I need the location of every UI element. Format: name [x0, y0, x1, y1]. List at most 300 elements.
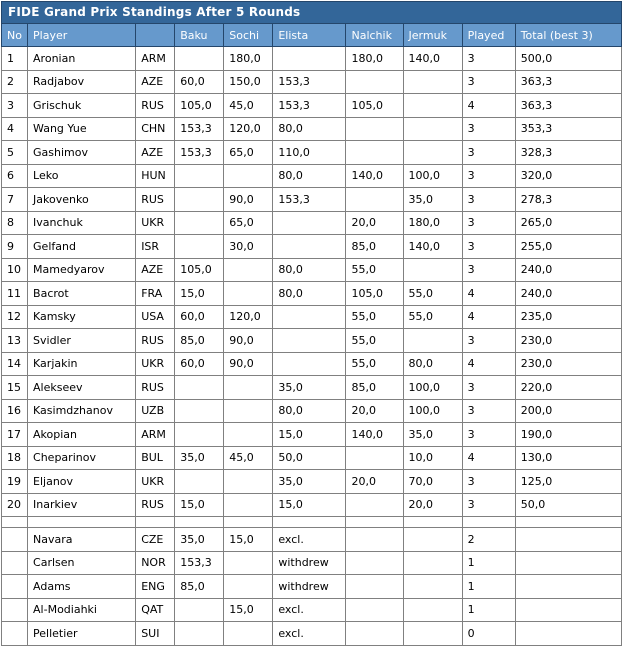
- cell-no: [2, 598, 28, 622]
- standings-row: [2, 470, 622, 494]
- cell-sochi: 65,0: [224, 211, 273, 235]
- cell-played: 3: [462, 211, 515, 235]
- cell-no: [2, 528, 28, 552]
- separator-cell: [346, 517, 403, 528]
- cell-no: 13: [2, 329, 28, 353]
- cell-elista: 80,0: [273, 164, 346, 188]
- cell-total: [515, 551, 621, 575]
- title-bar: [2, 2, 622, 24]
- cell-elista: 80,0: [273, 282, 346, 306]
- cell-played: 3: [462, 141, 515, 165]
- cell-played: 4: [462, 446, 515, 470]
- standings-row: [2, 94, 622, 118]
- cell-nalchik: [346, 493, 403, 517]
- cell-total: 265,0: [515, 211, 621, 235]
- column-header-row: [2, 24, 622, 47]
- cell-nalchik: 105,0: [346, 94, 403, 118]
- cell-jermuk: 140,0: [403, 235, 462, 259]
- cell-fed: CHN: [136, 117, 175, 141]
- cell-total: 240,0: [515, 282, 621, 306]
- cell-player: Gashimov: [28, 141, 136, 165]
- cell-baku: 35,0: [175, 528, 224, 552]
- cell-fed: SUI: [136, 622, 175, 646]
- column-header-no: No: [2, 24, 28, 47]
- cell-nalchik: [346, 575, 403, 599]
- cell-played: 3: [462, 235, 515, 259]
- standings-row: [2, 329, 622, 353]
- cell-fed: NOR: [136, 551, 175, 575]
- cell-player: Carlsen: [28, 551, 136, 575]
- separator-cell: [28, 517, 136, 528]
- cell-total: 353,3: [515, 117, 621, 141]
- cell-fed: RUS: [136, 94, 175, 118]
- standings-row: [2, 376, 622, 400]
- cell-played: 3: [462, 117, 515, 141]
- cell-baku: 60,0: [175, 352, 224, 376]
- column-header-total: Total (best 3): [515, 24, 621, 47]
- cell-played: 3: [462, 376, 515, 400]
- cell-nalchik: 140,0: [346, 423, 403, 447]
- cell-elista: 35,0: [273, 376, 346, 400]
- standings-row: [2, 164, 622, 188]
- cell-jermuk: 55,0: [403, 305, 462, 329]
- standings-row: [2, 141, 622, 165]
- separator-cell: [2, 517, 28, 528]
- cell-player: Ivanchuk: [28, 211, 136, 235]
- separator-cell: [403, 517, 462, 528]
- cell-no: 4: [2, 117, 28, 141]
- standings-row: [2, 352, 622, 376]
- cell-nalchik: [346, 446, 403, 470]
- cell-elista: excl.: [273, 528, 346, 552]
- cell-jermuk: 10,0: [403, 446, 462, 470]
- cell-fed: UKR: [136, 352, 175, 376]
- cell-jermuk: [403, 117, 462, 141]
- cell-nalchik: [346, 117, 403, 141]
- standings-row: [2, 235, 622, 259]
- cell-fed: ARM: [136, 47, 175, 71]
- cell-nalchik: 85,0: [346, 235, 403, 259]
- cell-elista: 80,0: [273, 258, 346, 282]
- cell-jermuk: 100,0: [403, 376, 462, 400]
- cell-fed: RUS: [136, 493, 175, 517]
- cell-no: [2, 551, 28, 575]
- separator-cell: [462, 517, 515, 528]
- cell-no: 3: [2, 94, 28, 118]
- cell-player: Pelletier: [28, 622, 136, 646]
- cell-no: 17: [2, 423, 28, 447]
- standings-table: [1, 1, 622, 646]
- column-header-sochi: Sochi: [224, 24, 273, 47]
- cell-player: Bacrot: [28, 282, 136, 306]
- cell-jermuk: [403, 551, 462, 575]
- cell-player: Svidler: [28, 329, 136, 353]
- cell-elista: [273, 305, 346, 329]
- cell-played: 1: [462, 551, 515, 575]
- cell-elista: [273, 235, 346, 259]
- cell-fed: CZE: [136, 528, 175, 552]
- cell-baku: [175, 399, 224, 423]
- cell-total: 230,0: [515, 329, 621, 353]
- cell-jermuk: [403, 329, 462, 353]
- cell-no: 7: [2, 188, 28, 212]
- cell-elista: [273, 352, 346, 376]
- cell-baku: 153,3: [175, 551, 224, 575]
- cell-elista: 153,3: [273, 94, 346, 118]
- cell-elista: [273, 47, 346, 71]
- cell-sochi: 45,0: [224, 94, 273, 118]
- cell-nalchik: 140,0: [346, 164, 403, 188]
- withdrawn-row: [2, 528, 622, 552]
- cell-sochi: [224, 551, 273, 575]
- cell-jermuk: [403, 258, 462, 282]
- cell-total: 125,0: [515, 470, 621, 494]
- cell-player: Cheparinov: [28, 446, 136, 470]
- cell-jermuk: [403, 141, 462, 165]
- cell-total: 500,0: [515, 47, 621, 71]
- cell-jermuk: [403, 622, 462, 646]
- cell-nalchik: 20,0: [346, 470, 403, 494]
- cell-fed: UZB: [136, 399, 175, 423]
- cell-played: 3: [462, 493, 515, 517]
- cell-played: 4: [462, 305, 515, 329]
- cell-elista: 15,0: [273, 423, 346, 447]
- cell-elista: 35,0: [273, 470, 346, 494]
- cell-total: [515, 598, 621, 622]
- cell-no: 6: [2, 164, 28, 188]
- column-header-elista: Elista: [273, 24, 346, 47]
- cell-baku: [175, 598, 224, 622]
- standings-row: [2, 305, 622, 329]
- cell-player: Aronian: [28, 47, 136, 71]
- cell-no: 5: [2, 141, 28, 165]
- cell-played: 3: [462, 258, 515, 282]
- cell-sochi: [224, 258, 273, 282]
- cell-sochi: [224, 493, 273, 517]
- cell-elista: 153,3: [273, 70, 346, 94]
- cell-player: Adams: [28, 575, 136, 599]
- cell-baku: [175, 188, 224, 212]
- cell-no: 9: [2, 235, 28, 259]
- standings-row: [2, 399, 622, 423]
- cell-sochi: 15,0: [224, 528, 273, 552]
- cell-nalchik: 55,0: [346, 329, 403, 353]
- cell-player: Alekseev: [28, 376, 136, 400]
- cell-total: 328,3: [515, 141, 621, 165]
- cell-player: Kamsky: [28, 305, 136, 329]
- cell-jermuk: 140,0: [403, 47, 462, 71]
- cell-sochi: 65,0: [224, 141, 273, 165]
- cell-nalchik: [346, 188, 403, 212]
- cell-played: 2: [462, 528, 515, 552]
- cell-baku: [175, 470, 224, 494]
- cell-elista: excl.: [273, 622, 346, 646]
- withdrawn-row: [2, 575, 622, 599]
- cell-played: 3: [462, 399, 515, 423]
- cell-no: 18: [2, 446, 28, 470]
- standings-row: [2, 211, 622, 235]
- cell-total: 230,0: [515, 352, 621, 376]
- cell-sochi: [224, 622, 273, 646]
- cell-baku: 105,0: [175, 94, 224, 118]
- cell-player: Akopian: [28, 423, 136, 447]
- page-title: FIDE Grand Prix Standings After 5 Rounds: [2, 2, 622, 24]
- cell-played: 4: [462, 94, 515, 118]
- cell-jermuk: [403, 598, 462, 622]
- cell-elista: 80,0: [273, 117, 346, 141]
- cell-sochi: 90,0: [224, 329, 273, 353]
- standings-row: [2, 446, 622, 470]
- cell-baku: 15,0: [175, 493, 224, 517]
- cell-player: Gelfand: [28, 235, 136, 259]
- cell-player: Kasimdzhanov: [28, 399, 136, 423]
- cell-baku: 153,3: [175, 141, 224, 165]
- cell-jermuk: 35,0: [403, 423, 462, 447]
- separator-cell: [273, 517, 346, 528]
- cell-baku: 85,0: [175, 329, 224, 353]
- column-header-nalchik: Nalchik: [346, 24, 403, 47]
- cell-baku: [175, 47, 224, 71]
- cell-jermuk: 100,0: [403, 164, 462, 188]
- cell-elista: excl.: [273, 598, 346, 622]
- column-header-played: Played: [462, 24, 515, 47]
- cell-sochi: [224, 423, 273, 447]
- separator-cell: [175, 517, 224, 528]
- cell-sochi: [224, 399, 273, 423]
- cell-fed: AZE: [136, 141, 175, 165]
- cell-total: 130,0: [515, 446, 621, 470]
- cell-total: 240,0: [515, 258, 621, 282]
- cell-baku: [175, 622, 224, 646]
- withdrawn-row: [2, 551, 622, 575]
- cell-total: 190,0: [515, 423, 621, 447]
- standings-row: [2, 117, 622, 141]
- cell-player: Navara: [28, 528, 136, 552]
- cell-no: 12: [2, 305, 28, 329]
- cell-player: Jakovenko: [28, 188, 136, 212]
- cell-sochi: [224, 376, 273, 400]
- cell-sochi: 90,0: [224, 352, 273, 376]
- cell-played: 3: [462, 329, 515, 353]
- cell-sochi: 45,0: [224, 446, 273, 470]
- standings-row: [2, 188, 622, 212]
- cell-total: 200,0: [515, 399, 621, 423]
- cell-sochi: [224, 282, 273, 306]
- cell-nalchik: 55,0: [346, 352, 403, 376]
- cell-fed: FRA: [136, 282, 175, 306]
- cell-jermuk: 70,0: [403, 470, 462, 494]
- cell-sochi: 30,0: [224, 235, 273, 259]
- cell-total: [515, 575, 621, 599]
- cell-no: 1: [2, 47, 28, 71]
- cell-played: 3: [462, 188, 515, 212]
- cell-elista: withdrew: [273, 551, 346, 575]
- cell-jermuk: [403, 94, 462, 118]
- cell-jermuk: 20,0: [403, 493, 462, 517]
- cell-elista: 50,0: [273, 446, 346, 470]
- cell-no: 15: [2, 376, 28, 400]
- cell-jermuk: 180,0: [403, 211, 462, 235]
- cell-player: Mamedyarov: [28, 258, 136, 282]
- cell-played: 4: [462, 282, 515, 306]
- withdrawn-row: [2, 598, 622, 622]
- cell-no: [2, 575, 28, 599]
- cell-played: 0: [462, 622, 515, 646]
- cell-baku: [175, 235, 224, 259]
- cell-played: 1: [462, 575, 515, 599]
- cell-nalchik: 180,0: [346, 47, 403, 71]
- cell-sochi: 150,0: [224, 70, 273, 94]
- cell-total: 255,0: [515, 235, 621, 259]
- cell-no: 11: [2, 282, 28, 306]
- cell-baku: [175, 211, 224, 235]
- cell-total: 50,0: [515, 493, 621, 517]
- cell-player: Grischuk: [28, 94, 136, 118]
- separator-cell: [136, 517, 175, 528]
- cell-elista: [273, 329, 346, 353]
- cell-fed: ISR: [136, 235, 175, 259]
- cell-no: 19: [2, 470, 28, 494]
- cell-no: 20: [2, 493, 28, 517]
- cell-no: 14: [2, 352, 28, 376]
- standings-row: [2, 47, 622, 71]
- cell-nalchik: [346, 551, 403, 575]
- cell-player: Wang Yue: [28, 117, 136, 141]
- cell-fed: RUS: [136, 329, 175, 353]
- cell-nalchik: 20,0: [346, 399, 403, 423]
- cell-sochi: 120,0: [224, 117, 273, 141]
- cell-sochi: 180,0: [224, 47, 273, 71]
- cell-no: 8: [2, 211, 28, 235]
- cell-sochi: 120,0: [224, 305, 273, 329]
- column-header-jermuk: Jermuk: [403, 24, 462, 47]
- cell-baku: [175, 164, 224, 188]
- standings-row: [2, 70, 622, 94]
- cell-sochi: 90,0: [224, 188, 273, 212]
- cell-played: 1: [462, 598, 515, 622]
- cell-nalchik: [346, 70, 403, 94]
- cell-baku: 60,0: [175, 70, 224, 94]
- cell-jermuk: [403, 575, 462, 599]
- cell-baku: 35,0: [175, 446, 224, 470]
- cell-nalchik: 105,0: [346, 282, 403, 306]
- column-header-baku: Baku: [175, 24, 224, 47]
- cell-total: 320,0: [515, 164, 621, 188]
- cell-sochi: [224, 470, 273, 494]
- cell-jermuk: [403, 70, 462, 94]
- cell-played: 3: [462, 47, 515, 71]
- cell-nalchik: 20,0: [346, 211, 403, 235]
- cell-baku: 60,0: [175, 305, 224, 329]
- cell-nalchik: [346, 141, 403, 165]
- cell-elista: [273, 211, 346, 235]
- cell-nalchik: [346, 528, 403, 552]
- cell-elista: 80,0: [273, 399, 346, 423]
- cell-jermuk: 55,0: [403, 282, 462, 306]
- cell-fed: ARM: [136, 423, 175, 447]
- cell-baku: 15,0: [175, 282, 224, 306]
- cell-jermuk: 35,0: [403, 188, 462, 212]
- cell-nalchik: 85,0: [346, 376, 403, 400]
- cell-baku: 105,0: [175, 258, 224, 282]
- cell-fed: ENG: [136, 575, 175, 599]
- cell-player: Karjakin: [28, 352, 136, 376]
- cell-no: 16: [2, 399, 28, 423]
- cell-fed: AZE: [136, 70, 175, 94]
- cell-no: 2: [2, 70, 28, 94]
- cell-nalchik: 55,0: [346, 305, 403, 329]
- cell-played: 3: [462, 164, 515, 188]
- cell-player: Inarkiev: [28, 493, 136, 517]
- cell-total: 363,3: [515, 94, 621, 118]
- cell-total: [515, 528, 621, 552]
- cell-played: 3: [462, 470, 515, 494]
- cell-elista: withdrew: [273, 575, 346, 599]
- cell-fed: UKR: [136, 211, 175, 235]
- cell-total: 235,0: [515, 305, 621, 329]
- cell-player: Al-Modiahki: [28, 598, 136, 622]
- separator-cell: [224, 517, 273, 528]
- cell-sochi: 15,0: [224, 598, 273, 622]
- cell-nalchik: [346, 622, 403, 646]
- cell-fed: RUS: [136, 188, 175, 212]
- cell-baku: [175, 376, 224, 400]
- cell-player: Eljanov: [28, 470, 136, 494]
- cell-fed: AZE: [136, 258, 175, 282]
- cell-elista: 15,0: [273, 493, 346, 517]
- cell-sochi: [224, 164, 273, 188]
- cell-fed: RUS: [136, 376, 175, 400]
- cell-fed: QAT: [136, 598, 175, 622]
- cell-baku: 153,3: [175, 117, 224, 141]
- cell-sochi: [224, 575, 273, 599]
- cell-fed: BUL: [136, 446, 175, 470]
- standings-row: [2, 282, 622, 306]
- cell-nalchik: 55,0: [346, 258, 403, 282]
- separator-row: [2, 517, 622, 528]
- standings-row: [2, 493, 622, 517]
- cell-baku: [175, 423, 224, 447]
- cell-jermuk: 100,0: [403, 399, 462, 423]
- standings-row: [2, 423, 622, 447]
- cell-fed: USA: [136, 305, 175, 329]
- cell-elista: 110,0: [273, 141, 346, 165]
- cell-player: Radjabov: [28, 70, 136, 94]
- cell-elista: 153,3: [273, 188, 346, 212]
- cell-baku: 85,0: [175, 575, 224, 599]
- cell-fed: UKR: [136, 470, 175, 494]
- cell-total: 220,0: [515, 376, 621, 400]
- separator-cell: [515, 517, 621, 528]
- cell-nalchik: [346, 598, 403, 622]
- cell-total: 363,3: [515, 70, 621, 94]
- cell-player: Leko: [28, 164, 136, 188]
- cell-total: 278,3: [515, 188, 621, 212]
- cell-played: 3: [462, 423, 515, 447]
- cell-total: [515, 622, 621, 646]
- cell-played: 3: [462, 70, 515, 94]
- cell-played: 4: [462, 352, 515, 376]
- column-header-player: Player: [28, 24, 136, 47]
- column-header-fed: [136, 24, 175, 47]
- withdrawn-row: [2, 622, 622, 646]
- cell-no: [2, 622, 28, 646]
- cell-no: 10: [2, 258, 28, 282]
- cell-jermuk: 80,0: [403, 352, 462, 376]
- cell-jermuk: [403, 528, 462, 552]
- cell-fed: HUN: [136, 164, 175, 188]
- standings-row: [2, 258, 622, 282]
